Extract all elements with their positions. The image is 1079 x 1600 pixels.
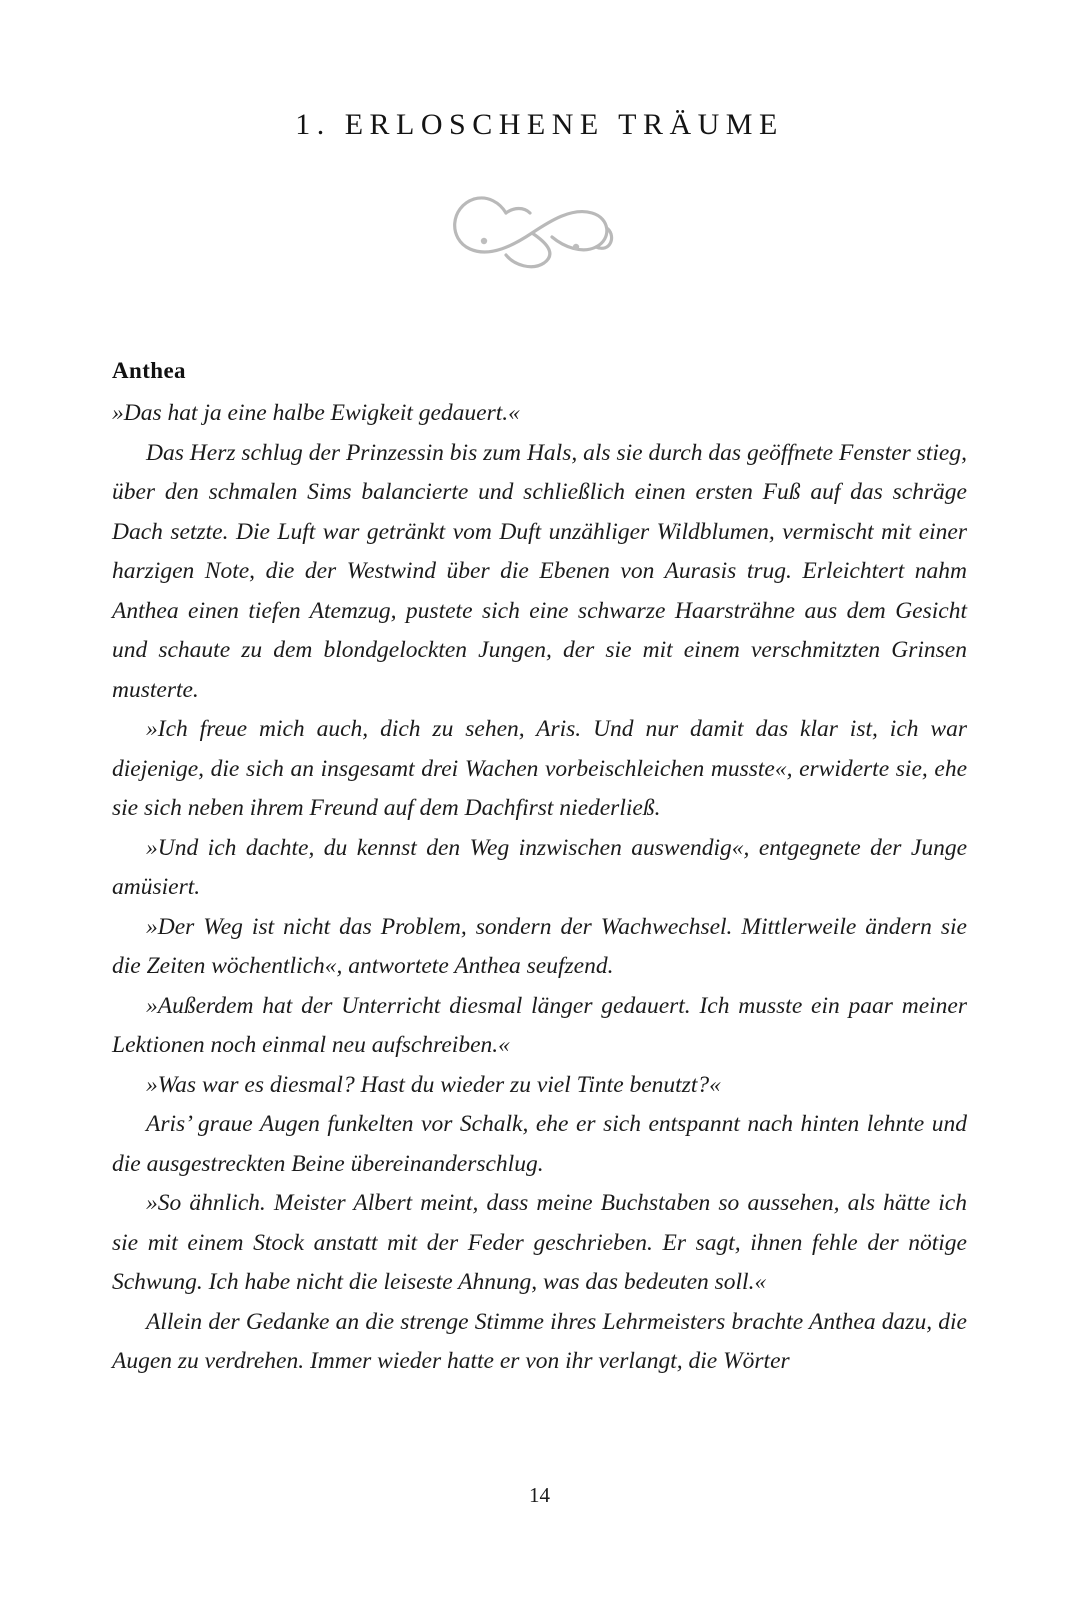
paragraph: Allein der Gedanke an die strenge Stimme ihres Lehrmeisters brachte Anthea dazu, die Augen zu verdrehen. Immer wieder hatte er von ihr verlangt, die Wörter bbox=[112, 1308, 967, 1374]
paragraph: »Ich freue mich auch, dich zu sehen, Aris. Und nur damit das klar ist, ich war diejenige, die sich an insgesamt drei Wachen vorbeischleichen musste«, erwiderte sie, ehe sie sich neben ihrem Freund auf dem Dachfirst niederließ. bbox=[112, 716, 967, 821]
paragraph: »So ähnlich. Meister Albert meint, dass meine Buchstaben so aussehen, als hätte ich sie mit einem Stock anstatt mit der Feder geschrieben. Er sagt, ihnen fehle der nötige Schwung. Ich habe nicht die leiseste Ahnung, was das bedeuten soll.« bbox=[112, 1190, 967, 1295]
paragraph: »Und ich dachte, du kennst den Weg inzwischen auswendig«, entgegnete der Junge amüsiert. bbox=[112, 834, 967, 900]
paragraph: »Was war es diesmal? Hast du wieder zu viel Tinte benutzt?« bbox=[146, 1071, 721, 1098]
paragraph: Das Herz schlug der Prinzessin bis zum Hals, als sie durch das geöffnete Fenster stieg, über den schmalen Sims balancierte und schließlich einen ersten Fuß auf das schräge Dach setzte. Die Luft war getränkt vom Duft unzähliger Wildblumen, vermischt mit einer harzigen Note, die der Westwind über die Ebenen von Aurasis trug. Erleichtert nahm Anthea einen tiefen Atemzug, pustete sich eine schwarze Haarsträhne aus dem Gesicht und schaute zu dem blondgelockten Jungen, der sie mit einem verschmitzten Grinsen musterte. bbox=[112, 439, 967, 703]
paragraph: Aris’ graue Augen funkelten vor Schalk, ehe er sich entspannt nach hinten lehnte und die ausgestreckten Beine übereinanderschlug. bbox=[112, 1111, 967, 1177]
flourish-ornament-icon bbox=[112, 172, 967, 292]
paragraph: »Das hat ja eine halbe Ewigkeit gedauert.« bbox=[112, 400, 520, 426]
paragraph: »Außerdem hat der Unterricht diesmal länger gedauert. Ich musste ein paar meiner Lektionen noch einmal neu aufschreiben.« bbox=[112, 992, 967, 1058]
page-title: 1. ERLOSCHENE TRÄUME bbox=[295, 108, 784, 141]
paragraph: »Der Weg ist nicht das Problem, sondern der Wachwechsel. Mittlerweile ändern sie die Zeiten wöchentlich«, antwortete Anthea seufzend. bbox=[112, 913, 967, 979]
page-number: 14 bbox=[529, 1483, 550, 1507]
body-text bbox=[112, 394, 967, 1382]
speaker-label: Anthea bbox=[112, 358, 186, 383]
